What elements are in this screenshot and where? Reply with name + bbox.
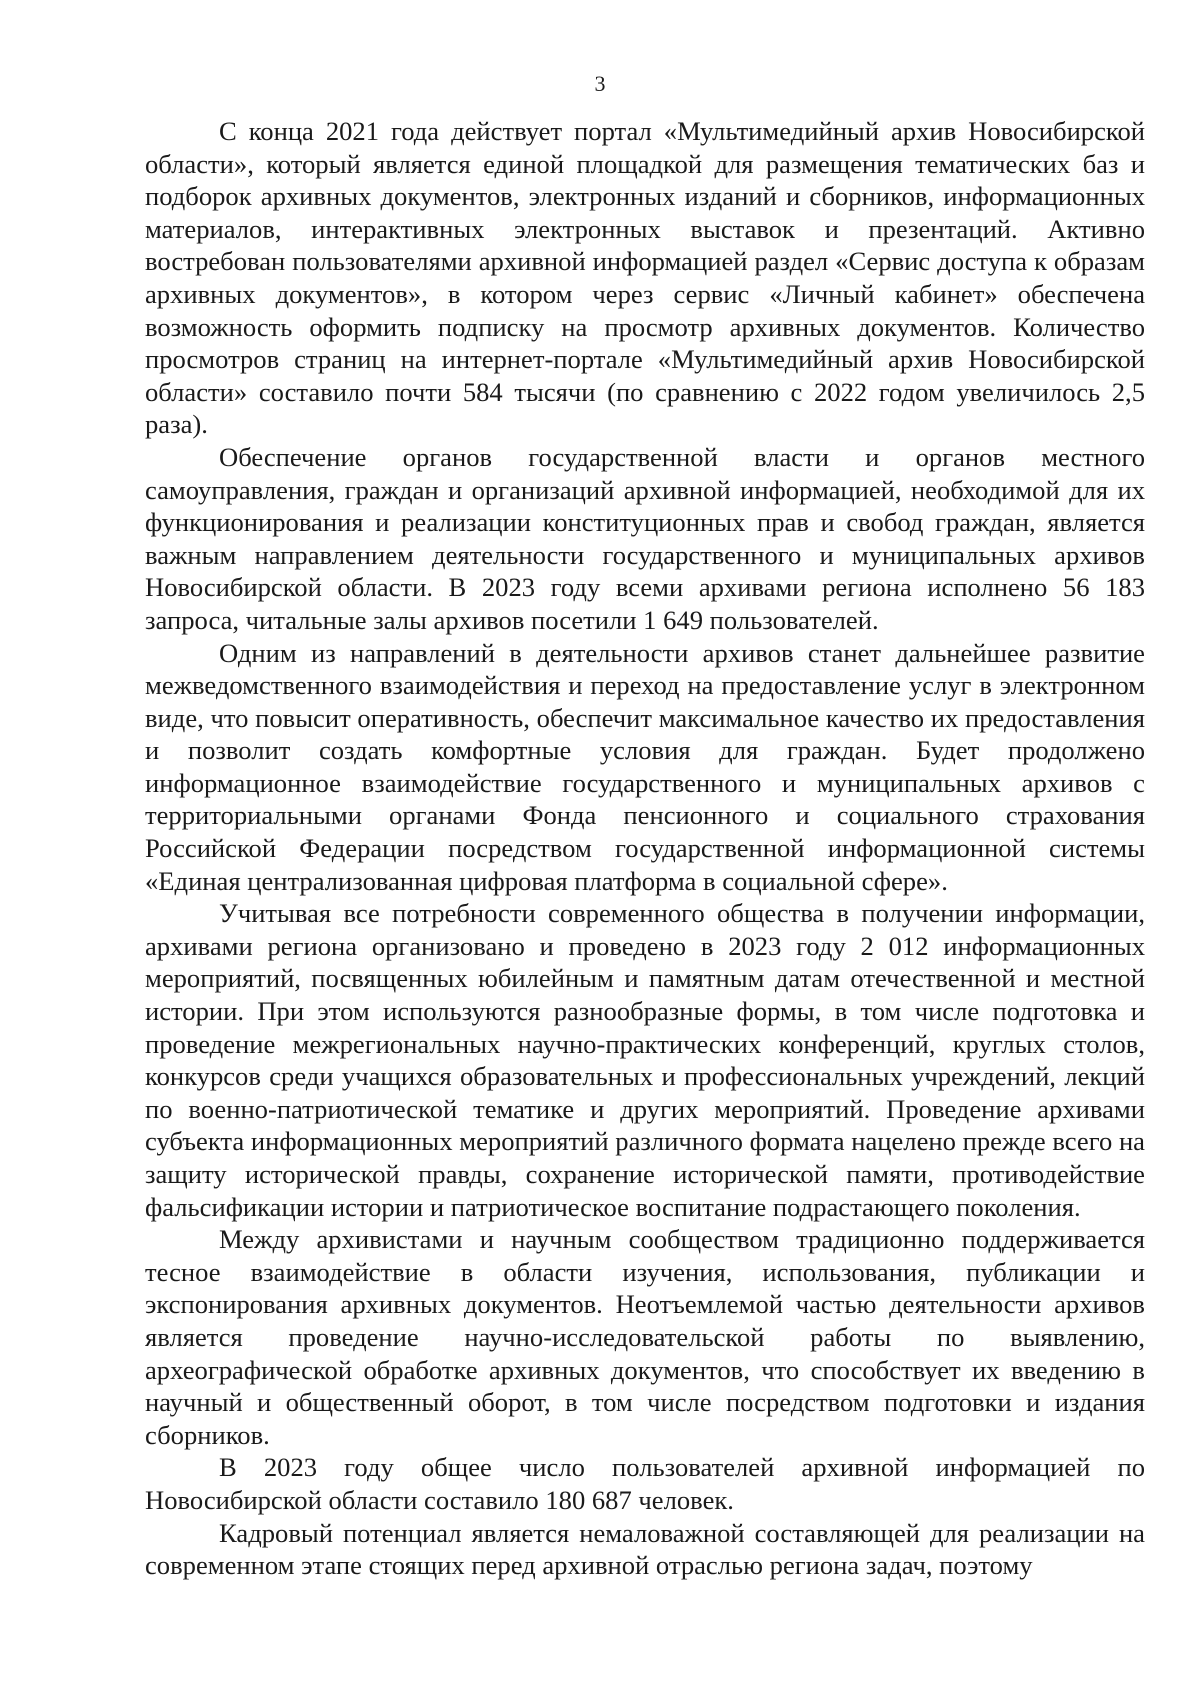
paragraph-multimedia-archive-portal: С конца 2021 года действует портал «Мультимедийный архив Новосибирской области», который является единой площадкой для размещения тематических баз и подборок архивных документов, электронных изданий и сборников, информационных материалов, интерактивных электронных выставок и презентаций. Активно востребован пользователями архивной информацией раздел «Сервис доступа к образам архивных документов», в котором через сервис «Личный кабинет» обеспечена возможность оформить подписку на просмотр архивных документов. Количество просмотров страниц на интернет-портале «Мультимедийный архив Новосибирской области» составило почти 584 тысячи (по сравнению с 2022 годом увеличилось 2,5 раза). (145, 116, 1145, 440)
paragraph-archive-information-provision: Обеспечение органов государственной власти и органов местного самоуправления, граждан и организаций архивной информацией, необходимой для их функционирования и реализации конституционных прав и свобод граждан, является важным направлением деятельности государственного и муниципальных архивов Новосибирской области. В 2023 году всеми архивами региона исполнено 56 183 запроса, читальные залы архивов посетили 1 649 пользователей. (145, 441, 1145, 635)
page-number: 3 (594, 71, 606, 96)
paragraph-interagency-cooperation: Одним из направлений в деятельности архивов станет дальнейшее развитие межведомственного взаимодействия и переход на предоставление услуг в электронном виде, что повысит оперативность, обеспечит максимальное качество их предоставления и позволит создать комфортные условия для граждан. Будет продолжено информационное взаимодействие государственного и муниципальных архивов с территориальными органами Фонда пенсионного и социального страхования Российской Федерации посредством государственной информационной системы «Единая централизованная цифровая платформа в социальной сфере». (145, 637, 1145, 896)
paragraph-user-count: В 2023 году общее число пользователей архивной информацией по Новосибирской области составило 180 687 человек. (145, 1452, 1145, 1515)
paragraph-scientific-cooperation: Между архивистами и научным сообществом традиционно поддерживается тесное взаимодействие в области изучения, использования, публикации и экспонирования архивных документов. Неотъемлемой частью деятельности архивов является проведение научно-исследовательской работы по выявлению, археографической обработке архивных документов, что способствует их введению в научный и общественный оборот, в том числе посредством подготовки и издания сборников. (145, 1224, 1145, 1450)
document-body (145, 115, 1145, 1582)
paragraph-staffing-potential: Кадровый потенциал является немаловажной составляющей для реализации на современном этапе стоящих перед архивной отраслью региона задач, поэтому (145, 1517, 1145, 1581)
paragraph-information-events: Учитывая все потребности современного общества в получении информации, архивами региона организовано и проведено в 2023 году 2 012 информационных мероприятий, посвященных юбилейным и памятным датам отечественной и местной истории. При этом используются разнообразные формы, в том числе подготовка и проведение межрегиональных научно-практических конференций, круглых столов, конкурсов среди учащихся образовательных и профессиональных учреждений, лекций по военно-патриотической тематике и других мероприятий. Проведение архивами субъекта информационных мероприятий различного формата нацелено прежде всего на защиту исторической правды, сохранение исторической памяти, противодействие фальсификации истории и патриотическое воспитание подрастающего поколения. (145, 898, 1145, 1222)
